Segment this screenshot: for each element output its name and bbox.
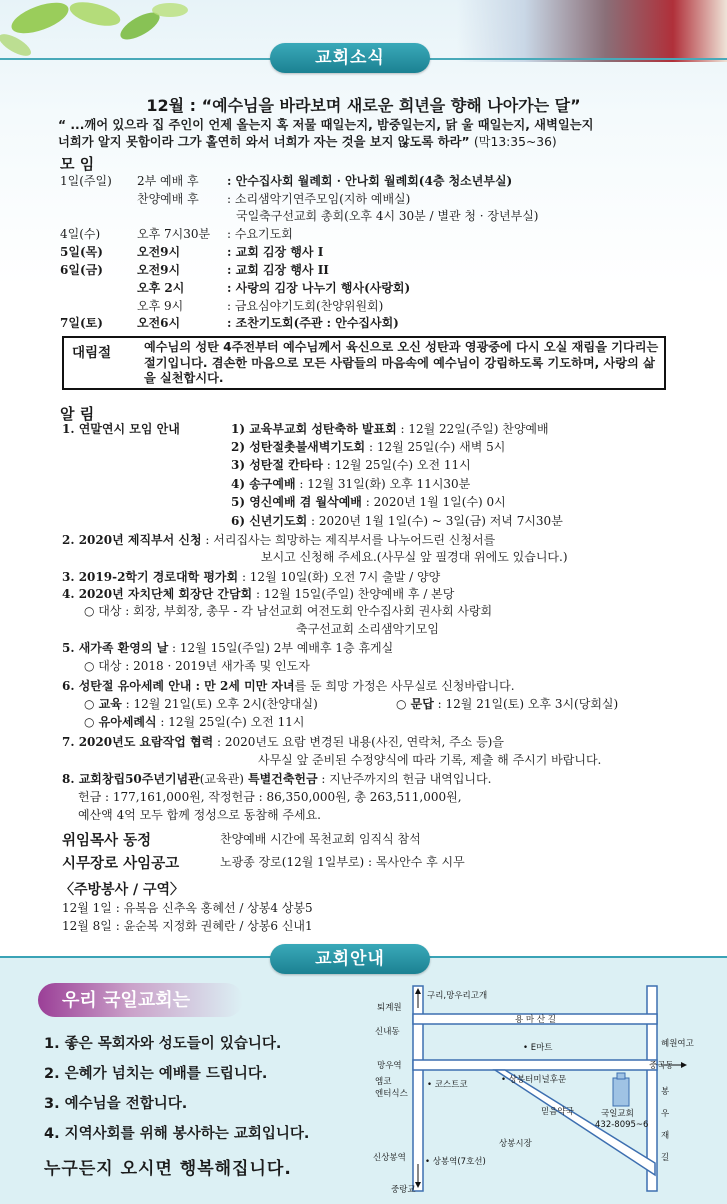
map-road-mangu	[413, 1060, 657, 1070]
meeting-desc: : 사랑의 김장 나누기 행사(사랑회)	[227, 281, 411, 295]
kitchen-row-1: 12월 1일 : 유복음 신추옥 홍혜선 / 상봉4 상봉5	[62, 901, 313, 915]
map-label-ent2: 엔터식스	[375, 1089, 408, 1099]
meeting-time: 2부 예배 후	[137, 174, 199, 188]
notice-4-target: ○ 대상 : 회장, 부회장, 총무 - 각 남선교회 여전도회 안수집사회 권사회 사랑회	[84, 604, 493, 618]
map-label-gil: 길	[661, 1153, 670, 1163]
notice-6-interview: ○ 문답 : 12월 21일(토) 오후 3시(당회실)	[396, 697, 619, 711]
scripture-verse	[58, 117, 678, 151]
meeting-desc: 국일축구선교회 총회(오후 4시 30분 / 별관 청 · 장년부실)	[236, 209, 539, 223]
meeting-desc: : 금요심야기도회(찬양위원회)	[227, 299, 384, 313]
notice-1-item: 6) 신년기도회 : 2020년 1월 1일(수) ~ 3일(금) 저녁 7시30분	[231, 514, 563, 528]
verse-reference: (막13:35~36)	[473, 135, 557, 149]
meeting-time: 찬양예배 후	[137, 192, 199, 206]
notice-4-target-2: 축구선교회 소리샘악기모임	[296, 622, 439, 636]
meeting-day: 7일(토)	[60, 316, 103, 330]
advent-label: 대림절	[72, 345, 112, 361]
map-label-sinnae: 신내동	[375, 1027, 400, 1037]
guide-slogan: 누구든지 오시면 행복해집니다.	[44, 1159, 292, 1179]
notice-4: 4. 2020년 자치단체 회장단 간담회 : 12월 15일(주일) 찬양예배 후 / 본당	[62, 587, 455, 601]
kitchen-heading: 〈주방봉사 / 구역〉	[60, 882, 185, 898]
notice-6-education: ○ 교육 : 12월 21일(토) 오후 2시(찬양대실)	[84, 697, 318, 711]
advent-box	[62, 336, 666, 390]
meeting-desc: : 교회 김장 행사 I	[227, 245, 324, 259]
pastor-label: 위임목사 동정	[62, 833, 152, 849]
map-label-emart: • E마트	[523, 1043, 553, 1053]
meeting-day: 1일(주일)	[60, 174, 112, 188]
notice-5-target: ○ 대상 : 2018 · 2019년 새가족 및 인도자	[84, 659, 310, 673]
meeting-time: 오후 2시	[137, 281, 185, 295]
month-theme: 12월 : “예수님을 바라보며 새로운 희년을 향해 나아가는 달”	[146, 96, 581, 115]
meeting-day: 6일(금)	[60, 263, 103, 277]
verse-line-1: “ ...깨어 있으라 집 주인이 언제 올는지 혹 저물 때일는지, 밤중일는지, 닭 울 때일는지, 새벽일는지	[58, 118, 594, 132]
guide-point-2: 2. 은혜가 넘치는 예배를 드립니다.	[44, 1066, 268, 1082]
notice-1-item: 3) 성탄절 칸타타 : 12월 25일(수) 오전 11시	[231, 458, 471, 472]
meeting-time: 오전6시	[137, 316, 181, 330]
map-label-bong: 봉	[661, 1087, 670, 1097]
meeting-desc: : 소리샘악기연주모임(지하 예배실)	[227, 192, 411, 206]
church-map	[355, 978, 715, 1200]
map-label-phone: 432-8095~6	[595, 1120, 649, 1130]
guide-point-4: 4. 지역사회를 위해 봉사하는 교회입니다.	[44, 1126, 310, 1142]
map-label-mideum: 믿음약국	[541, 1107, 574, 1117]
map-label-toegyewon: 퇴계원	[377, 1003, 402, 1013]
meeting-day: 5일(목)	[60, 245, 103, 259]
notice-8-appeal: 예산액 4억 모두 합께 정성으로 동참해 주세요.	[78, 808, 321, 822]
notice-1-item: 2) 성탄절촛불새벽기도회 : 12월 25일(수) 새벽 5시	[231, 440, 506, 454]
meeting-extra: (사랑회)	[364, 281, 411, 295]
map-label-ent1: 엠코	[375, 1077, 392, 1087]
guide-point-1: 1. 좋은 목회자와 성도들이 있습니다.	[44, 1036, 282, 1052]
notice-1-item: 4) 송구예배 : 12월 31일(화) 오후 11시30분	[231, 477, 471, 491]
elder-text: 노광종 장로(12월 1일부로) : 목사안수 후 시무	[220, 855, 465, 869]
notice-5: 5. 새가족 환영의 날 : 12월 15일(주일) 2부 예배후 1층 휴게실	[62, 641, 394, 655]
map-label-terminal: • 상봉터미널후문	[501, 1075, 567, 1085]
meeting-desc: : 안수집사회 월례회 · 안나회 월례회(4층 청소년부실)	[227, 174, 513, 188]
meeting-day: 4일(수)	[60, 227, 101, 241]
advent-text: 예수님의 성탄 4주전부터 예수님께서 육신으로 오신 성탄과 영광중에 다시 오실 재림을 기다리는 절기입니다. 겸손한 마음으로 모든 사람들의 마음속에 예수님이 강림하도록 기도하며, 사랑의 삶을 실천합시다.	[144, 340, 659, 385]
notice-2: 2. 2020년 제직부서 신청 : 서리집사는 희망하는 제직부서를 나누어드린 신청서를	[62, 533, 496, 547]
map-label-mangu: 망우역	[377, 1061, 402, 1071]
meeting-desc: : 조찬기도회(주관 : 안수집사회)	[227, 316, 399, 330]
map-label-sinsang: 신상봉역	[373, 1153, 406, 1163]
guide-point-3: 3. 예수님을 전합니다.	[44, 1096, 188, 1112]
meeting-time: 오전9시	[137, 245, 181, 259]
meeting-time: 오후 7시30분	[137, 227, 211, 241]
notice-7-line2: 사무실 앞 준비된 수정양식에 따라 기록, 제출 해 주시기 바랍니다.	[258, 753, 602, 767]
verse-line-2: 너희가 알지 못함이라 그가 홀연히 와서 너희가 자는 것을 보지 않도록 하라”	[58, 135, 470, 149]
news-title: 교회소식	[270, 43, 430, 73]
notice-1-title: 1. 연말연시 모임 안내	[62, 422, 180, 436]
notice-6-ceremony: ○ 유아세례식 : 12월 25일(수) 오전 11시	[84, 715, 305, 729]
kitchen-row-2: 12월 8일 : 윤순복 지정화 권혜란 / 상봉6 신내1	[62, 919, 313, 933]
meeting-desc: : 수요기도회	[227, 227, 293, 241]
notice-3: 3. 2019-2학기 경로대학 평가회 : 12월 10일(화) 오전 7시 출발 / 양양	[62, 570, 441, 584]
leaves-decoration	[0, 0, 200, 60]
meeting-desc: : 교회 김장 행사 II	[227, 263, 329, 277]
map-label-junggok: 중곡동	[649, 1061, 674, 1071]
meetings-heading: 모 임	[60, 155, 95, 173]
map-label-jae: 재	[661, 1131, 670, 1141]
pastor-text: 찬양예배 시간에 목천교회 임직식 참석	[220, 832, 421, 846]
map-label-hyewon: 혜원여고	[661, 1039, 694, 1049]
map-label-yongmasan: 용 마 산 길	[515, 1015, 556, 1025]
meeting-extra: (주관 : 안수집사회)	[293, 316, 399, 330]
meeting-time: 오전9시	[137, 263, 181, 277]
notice-8-amounts: 헌금 : 177,161,000원, 작정헌금 : 86,350,000원, 총 263,511,000원,	[78, 790, 462, 804]
notice-6: 6. 성탄절 유아세례 안내 : 만 2세 미만 자녀를 둔 희망 가정은 사무실로 신청바랍니다.	[62, 679, 515, 693]
church-building-icon	[613, 1078, 629, 1106]
notice-1-item: 1) 교육부교회 성탄축하 발표회 : 12월 22일(주일) 찬양예배	[231, 422, 549, 436]
map-label-u: 우	[661, 1109, 670, 1119]
elder-label: 시무장로 사임공고	[62, 856, 180, 872]
notice-2-line2: 보시고 신청해 주세요.(사무실 앞 필경대 위에도 있습니다.)	[261, 550, 568, 564]
notices-heading: 알 림	[60, 405, 95, 423]
guide-title: 교회안내	[270, 944, 430, 974]
map-label-top-road: 구리,망우리고개	[427, 991, 488, 1001]
notice-8: 8. 교회창립50주년기념관(교육관) 특별건축헌금 : 지난주까지의 헌금 내역입니다.	[62, 772, 492, 786]
map-label-sangbong-station: • 상봉역(7호선)	[425, 1157, 486, 1167]
meeting-time: 오후 9시	[137, 299, 184, 313]
map-label-church: 국일교회	[601, 1109, 634, 1119]
meeting-extra: (4층 청소년부실)	[418, 174, 513, 188]
choir-photo	[457, 0, 727, 62]
map-label-costco: • 코스트코	[427, 1080, 468, 1090]
map-label-sangbong-market: 상봉시장	[499, 1139, 532, 1149]
notice-7: 7. 2020년도 요람작업 협력 : 2020년도 요람 변경된 내용(사진, 연락처, 주소 등)을	[62, 735, 504, 749]
church-badge: 우리 국일교회는	[38, 983, 243, 1017]
notice-1-item: 5) 영신예배 겸 월삭예배 : 2020년 1월 1일(수) 0시	[231, 495, 506, 509]
map-label-jungnang: 중랑교	[391, 1185, 416, 1195]
